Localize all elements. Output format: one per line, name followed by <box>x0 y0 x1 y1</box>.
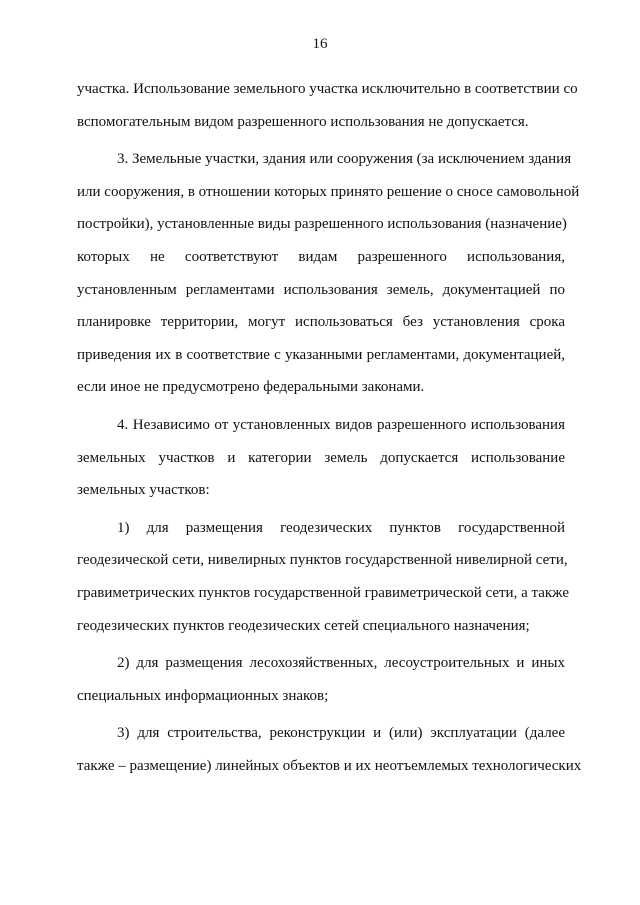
text-line: специальных информационных знаков; <box>77 687 329 704</box>
paragraph-item-3 <box>77 143 580 404</box>
text-line: приведения их в соответствие с указанными регламентами, документацией, <box>77 346 565 363</box>
text-line: геодезических пунктов геодезических сетей специального назначения; <box>77 617 530 634</box>
paragraph-subitem-1 <box>77 512 569 642</box>
text-line: 3) для строительства, реконструкции и (или) эксплуатации (далее <box>117 725 565 742</box>
text-line: если иное не предусмотрено федеральными законами. <box>77 379 425 396</box>
paragraph-subitem-3 <box>77 717 582 782</box>
text-line: постройки), установленные виды разрешенного использования (назначение) <box>77 216 567 233</box>
paragraph-item-4 <box>77 409 565 507</box>
text-line: участка. Использование земельного участка исключительно в соответствии со <box>77 81 578 97</box>
text-line: также – размещение) линейных объектов и их неотъемлемых технологических <box>77 757 582 774</box>
page-number: 16 <box>312 36 328 52</box>
text-line: или сооружения, в отношении которых принято решение о сносе самовольной <box>77 183 580 200</box>
text-line: 1) для размещения геодезических пунктов государственной <box>117 519 565 536</box>
text-line: гравиметрических пунктов государственной гравиметрической сети, а также <box>77 584 569 601</box>
text-line: установленным регламентами использования земель, документацией по <box>77 281 565 298</box>
paragraph-subitem-2 <box>77 647 565 712</box>
text-line: вспомогательным видом разрешенного использования не допускается. <box>77 113 529 130</box>
paragraph-continuation <box>77 73 578 138</box>
text-line: которых не соответствуют видам разрешенного использования, <box>77 248 565 265</box>
text-line: планировке территории, могут использоваться без установления срока <box>77 314 565 331</box>
text-line: земельных участков: <box>77 482 210 499</box>
text-line: геодезической сети, нивелирных пунктов государственной нивелирной сети, <box>77 552 568 569</box>
text-line: 3. Земельные участки, здания или сооружения (за исключением здания <box>117 151 572 168</box>
text-line: 2) для размещения лесохозяйственных, лесоустроительных и иных <box>117 655 565 672</box>
text-line: земельных участков и категории земель допускается использование <box>77 449 565 466</box>
text-line: 4. Независимо от установленных видов разрешенного использования <box>117 416 565 433</box>
document-body <box>77 73 582 782</box>
